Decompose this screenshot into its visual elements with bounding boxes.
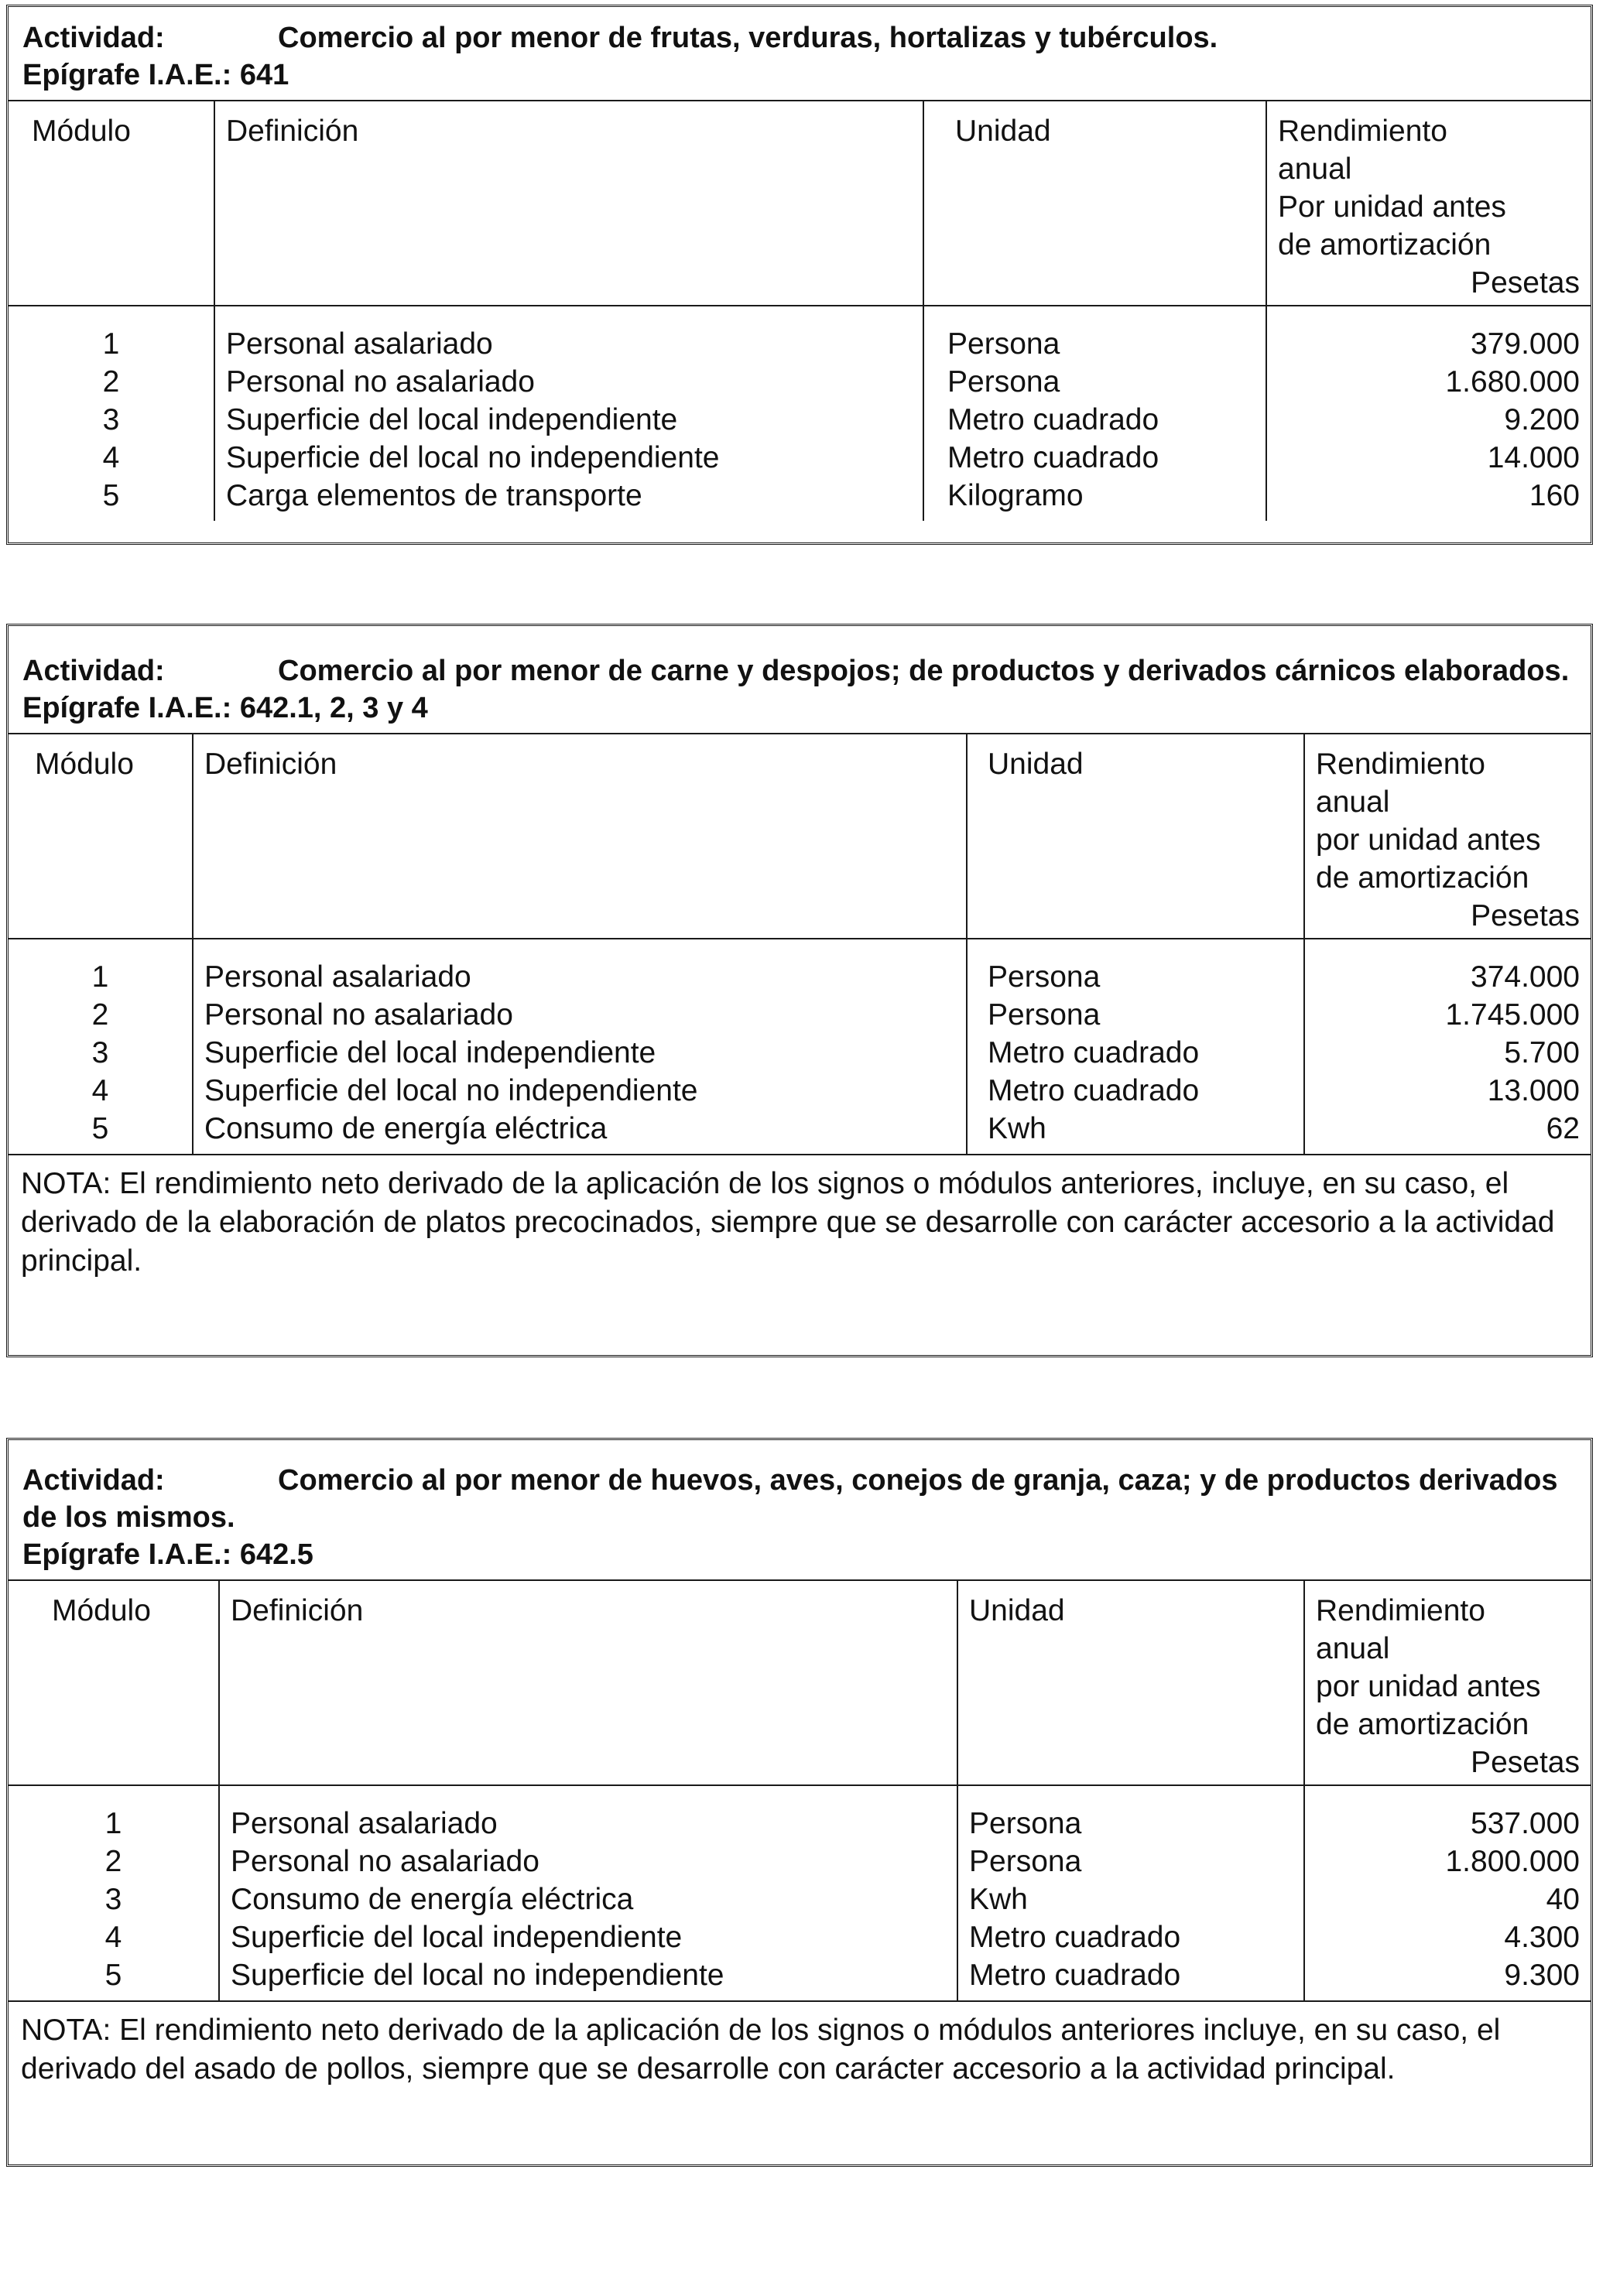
column-header-unidad: Unidad	[957, 1581, 1304, 1785]
rendimiento-line: de amortización	[1278, 228, 1492, 262]
module-number: 2	[102, 365, 120, 399]
table-row	[9, 1072, 1591, 1110]
module-unit: Kilogramo	[923, 477, 1266, 521]
activity-header	[9, 1440, 1591, 1581]
module-value: 62	[1304, 1110, 1591, 1154]
module-definition: Consumo de energía eléctrica	[219, 1880, 957, 1918]
module-value: 1.800.000	[1304, 1843, 1591, 1880]
column-header-definicion: Definición	[214, 101, 923, 306]
module-value: 9.300	[1304, 1956, 1591, 2000]
table-row	[9, 1956, 1591, 2000]
table-row	[9, 1880, 1591, 1918]
module-unit: Kwh	[957, 1880, 1304, 1918]
table-row	[9, 306, 1591, 363]
modules-table	[9, 734, 1591, 1154]
module-unit: Persona	[957, 1843, 1304, 1880]
table-row	[9, 363, 1591, 401]
module-number: 4	[91, 1074, 109, 1107]
activity-label: Actividad:	[22, 1464, 165, 1497]
module-number: 2	[104, 1845, 122, 1878]
table-row	[9, 1034, 1591, 1072]
rendimiento-line: de amortización	[1316, 1708, 1529, 1741]
column-header-rendimiento	[1304, 734, 1591, 939]
table-note: NOTA: El rendimiento neto derivado de la aplicación de los signos o módulos anteriores incluye, en su caso, el derivado del asado de pollos, siempre que se desarrolle con carácter accesorio a la actividad principal.	[9, 2000, 1591, 2101]
module-number: 3	[91, 1036, 109, 1069]
module-definition: Personal asalariado	[193, 939, 967, 996]
epigrafe-code: Epígrafe I.A.E.: 642.1, 2, 3 y 4	[22, 692, 428, 724]
rendimiento-line: Rendimiento	[1278, 115, 1447, 148]
activity-description: Comercio al por menor de huevos, aves, conejos de granja, caza; y de productos derivados de los mismos.	[22, 1464, 1558, 1534]
module-value: 9.200	[1266, 401, 1591, 439]
column-header-definicion: Definición	[219, 1581, 957, 1785]
activity-header	[9, 626, 1591, 734]
module-number: 1	[104, 1807, 122, 1840]
module-unit: Persona	[923, 306, 1266, 363]
table-row	[9, 1918, 1591, 1956]
module-number: 5	[91, 1112, 109, 1145]
module-value: 1.745.000	[1304, 996, 1591, 1034]
module-unit: Metro cuadrado	[967, 1034, 1304, 1072]
module-number: 5	[102, 479, 120, 512]
module-unit: Metro cuadrado	[957, 1918, 1304, 1956]
epigrafe-code: Epígrafe I.A.E.: 642.5	[22, 1538, 313, 1571]
module-unit: Persona	[923, 363, 1266, 401]
module-definition: Superficie del local no independiente	[219, 1956, 957, 2000]
module-unit: Persona	[957, 1785, 1304, 1843]
rendimiento-line: anual	[1316, 1632, 1390, 1665]
module-number: 4	[102, 441, 120, 474]
module-definition: Personal asalariado	[219, 1785, 957, 1843]
column-header-rendimiento	[1266, 101, 1591, 306]
table-row	[9, 1785, 1591, 1843]
module-number: 1	[91, 960, 109, 994]
module-definition: Personal no asalariado	[214, 363, 923, 401]
module-value: 374.000	[1304, 939, 1591, 996]
module-number: 2	[91, 998, 109, 1032]
module-unit: Kwh	[967, 1110, 1304, 1154]
table-row	[9, 401, 1591, 439]
module-definition: Superficie del local no independiente	[193, 1072, 967, 1110]
module-definition: Superficie del local no independiente	[214, 439, 923, 477]
module-value: 537.000	[1304, 1785, 1591, 1843]
module-number: 3	[102, 403, 120, 436]
rendimiento-line: Por unidad antes	[1278, 190, 1506, 224]
table-note: NOTA: El rendimiento neto derivado de la aplicación de los signos o módulos anteriores, incluye, en su caso, el derivado de la elaboración de platos precocinados, siempre que se desarrolle con carácter accesorio a la actividad principal.	[9, 1154, 1591, 1293]
module-unit: Metro cuadrado	[923, 439, 1266, 477]
module-unit: Metro cuadrado	[967, 1072, 1304, 1110]
module-value: 379.000	[1266, 306, 1591, 363]
module-value: 1.680.000	[1266, 363, 1591, 401]
module-definition: Superficie del local independiente	[219, 1918, 957, 1956]
table-row	[9, 1843, 1591, 1880]
column-header-modulo: Módulo	[9, 101, 214, 306]
module-unit: Metro cuadrado	[923, 401, 1266, 439]
activity-description: Comercio al por menor de frutas, verduras, hortalizas y tubérculos.	[278, 22, 1218, 54]
epigrafe-code: Epígrafe I.A.E.: 641	[22, 59, 289, 91]
rendimiento-line: Rendimiento	[1316, 1594, 1485, 1627]
module-definition: Personal no asalariado	[219, 1843, 957, 1880]
currency-label: Pesetas	[1471, 899, 1580, 932]
column-header-modulo: Módulo	[9, 734, 193, 939]
module-unit: Metro cuadrado	[957, 1956, 1304, 2000]
currency-label: Pesetas	[1471, 1746, 1580, 1779]
rendimiento-line: Rendimiento	[1316, 748, 1485, 781]
table-row	[9, 477, 1591, 521]
module-number: 3	[104, 1883, 122, 1916]
table-row	[9, 439, 1591, 477]
activity-description: Comercio al por menor de carne y despojos; de productos y derivados cárnicos elaborados.	[278, 655, 1570, 687]
table-row	[9, 939, 1591, 996]
module-definition: Personal no asalariado	[193, 996, 967, 1034]
module-value: 5.700	[1304, 1034, 1591, 1072]
module-number: 5	[104, 1959, 122, 1992]
rendimiento-line: anual	[1278, 152, 1352, 186]
rendimiento-line: por unidad antes	[1316, 823, 1541, 857]
rendimiento-line: anual	[1316, 785, 1390, 819]
modules-table	[9, 101, 1591, 521]
module-value: 13.000	[1304, 1072, 1591, 1110]
module-number: 4	[104, 1921, 122, 1954]
module-value: 14.000	[1266, 439, 1591, 477]
module-number: 1	[102, 327, 120, 361]
rendimiento-line: por unidad antes	[1316, 1670, 1541, 1703]
currency-label: Pesetas	[1471, 266, 1580, 299]
table-row	[9, 1110, 1591, 1154]
column-header-modulo: Módulo	[9, 1581, 219, 1785]
activity-title	[22, 652, 1577, 689]
module-definition: Superficie del local independiente	[214, 401, 923, 439]
modules-table	[9, 1581, 1591, 2000]
column-header-unidad: Unidad	[967, 734, 1304, 939]
column-header-unidad: Unidad	[923, 101, 1266, 306]
module-value: 160	[1266, 477, 1591, 521]
module-definition: Personal asalariado	[214, 306, 923, 363]
module-definition: Consumo de energía eléctrica	[193, 1110, 967, 1154]
column-header-definicion: Definición	[193, 734, 967, 939]
activity-header	[9, 7, 1591, 101]
activity-title	[22, 19, 1577, 56]
activity-label: Actividad:	[22, 655, 165, 687]
module-unit: Persona	[967, 996, 1304, 1034]
table-row	[9, 996, 1591, 1034]
activity-table-642-1-4	[6, 624, 1593, 1357]
module-value: 4.300	[1304, 1918, 1591, 1956]
module-value: 40	[1304, 1880, 1591, 1918]
activity-table-641	[6, 5, 1593, 545]
module-unit: Persona	[967, 939, 1304, 996]
activity-table-642-5	[6, 1438, 1593, 2167]
activity-label: Actividad:	[22, 22, 165, 54]
column-header-rendimiento	[1304, 1581, 1591, 1785]
module-definition: Superficie del local independiente	[193, 1034, 967, 1072]
rendimiento-line: de amortización	[1316, 861, 1529, 895]
activity-title	[22, 1462, 1577, 1536]
module-definition: Carga elementos de transporte	[214, 477, 923, 521]
